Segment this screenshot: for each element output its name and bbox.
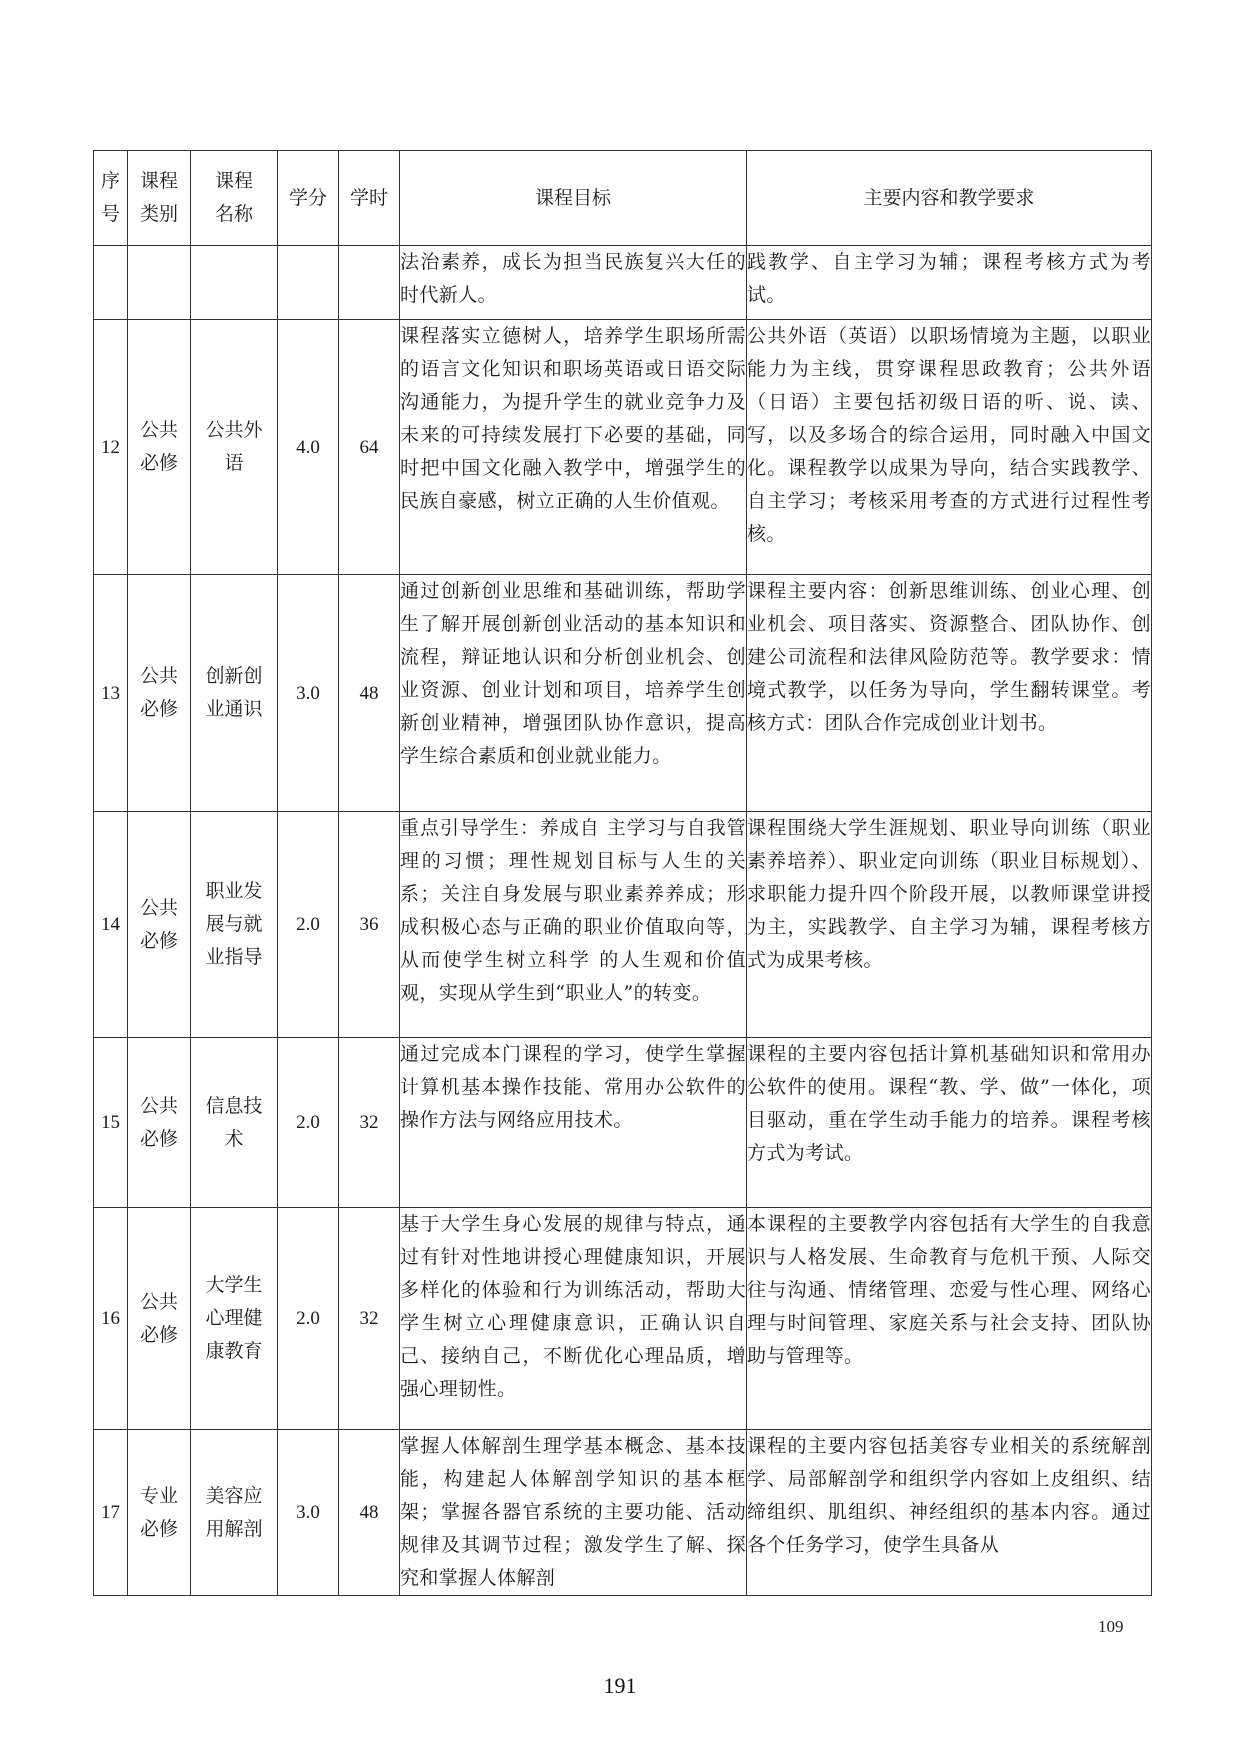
row-index [94,246,128,320]
row-objective: 法治素养，成长为担当民族复兴大任的时代新人。 [400,246,747,320]
table-row [94,246,1152,320]
row-name: 职业发 展与就 业指导 [191,812,278,1038]
header-credit: 学分 [278,151,339,246]
row-index: 14 [94,812,128,1038]
table-row [94,812,1152,1038]
row-hours [339,246,400,320]
row-objective: 重点引导学生：养成自 主学习与自我管理的习惯；理性规划目标与人生的关系；关注自身发展与职业素养养成；形成积极心态与正确的职业价值取向等，从而使学生树立科学 的人生观和价值观，实现从学生到“职业人”的转变。 [400,812,747,1038]
row-hours: 32 [339,1038,400,1208]
row-hours: 48 [339,1430,400,1596]
row-name: 创新创 业通识 [191,575,278,812]
row-index: 12 [94,320,128,575]
header-category: 课程 类别 [128,151,191,246]
row-category [128,246,191,320]
row-content: 课程主要内容：创新思维训练、创业心理、创业机会、项目落实、资源整合、团队协作、创建公司流程和法律风险防范等。教学要求：情境式教学，以任务为导向，学生翻转课堂。考核方式：团队合作完成创业计划书。 [747,575,1152,812]
row-category: 公共 必修 [128,320,191,575]
row-objective: 通过完成本门课程的学习，使学生掌握计算机基本操作技能、常用办公软件的操作方法与网络应用技术。 [400,1038,747,1208]
row-credit: 3.0 [278,575,339,812]
row-content: 课程的主要内容包括计算机基础知识和常用办公软件的使用。课程“教、学、做”一体化，项目驱动，重在学生动手能力的培养。课程考核方式为考试。 [747,1038,1152,1208]
header-index: 序 号 [94,151,128,246]
row-content: 公共外语（英语）以职场情境为主题，以职业能力为主线，贯穿课程思政教育；公共外语（日语）主要包括初级日语的听、说、读、写，以及多场合的综合运用，同时融入中国文化。课程教学以成果为导向，结合实践教学、自主学习；考核采用考查的方式进行过程性考核。 [747,320,1152,575]
row-hours: 48 [339,575,400,812]
course-table [93,150,1152,1596]
row-credit: 2.0 [278,812,339,1038]
table-row [94,1038,1152,1208]
header-objective: 课程目标 [400,151,747,246]
row-content: 课程围绕大学生涯规划、职业导向训练（职业素养培养）、职业定向训练（职业目标规划）、求职能力提升四个阶段开展，以教师课堂讲授为主，实践教学、自主学习为辅，课程考核方式为成果考核。 [747,812,1152,1038]
row-content: 践教学、自主学习为辅；课程考核方式为考试。 [747,246,1152,320]
row-objective: 掌握人体解剖生理学基本概念、基本技能，构建起人体解剖学知识的基本框架；掌握各器官系统的主要功能、活动规律及其调节过程；激发学生了解、探究和掌握人体解剖 [400,1430,747,1596]
table-row [94,1208,1152,1430]
header-content: 主要内容和教学要求 [747,151,1152,246]
row-category: 公共 必修 [128,1208,191,1430]
row-name: 美容应 用解剖 [191,1430,278,1596]
row-objective: 基于大学生身心发展的规律与特点，通过有针对性地讲授心理健康知识，开展多样化的体验和行为训练活动，帮助大学生树立心理健康意识，正确认识自己、接纳自己，不断优化心理品质，增强心理韧性。 [400,1208,747,1430]
page-number-main: 191 [603,1673,637,1698]
row-index: 13 [94,575,128,812]
row-index: 15 [94,1038,128,1208]
row-category: 公共 必修 [128,1038,191,1208]
header-row [94,151,1152,246]
header-hours: 学时 [339,151,400,246]
header-name: 课程 名称 [191,151,278,246]
table-row [94,1430,1152,1596]
page-number-small: 109 [1098,1617,1124,1636]
row-index: 16 [94,1208,128,1430]
row-hours: 32 [339,1208,400,1430]
table-row [94,575,1152,812]
row-content: 本课程的主要教学内容包括有大学生的自我意识与人格发展、生命教育与危机干预、人际交往与沟通、情绪管理、恋爱与性心理、网络心理与时间管理、家庭关系与社会支持、团队协助与管理等。 [747,1208,1152,1430]
row-hours: 64 [339,320,400,575]
row-hours: 36 [339,812,400,1038]
row-credit: 3.0 [278,1430,339,1596]
row-category: 专业 必修 [128,1430,191,1596]
row-name: 大学生 心理健 康教育 [191,1208,278,1430]
row-category: 公共 必修 [128,575,191,812]
row-credit [278,246,339,320]
row-content: 课程的主要内容包括美容专业相关的系统解剖学、局部解剖学和组织学内容如上皮组织、结缔组织、肌组织、神经组织的基本内容。通过各个任务学习，使学生具备从 [747,1430,1152,1596]
row-name: 公共外 语 [191,320,278,575]
row-category: 公共 必修 [128,812,191,1038]
row-name: 信息技 术 [191,1038,278,1208]
row-credit: 2.0 [278,1208,339,1430]
row-index: 17 [94,1430,128,1596]
row-name [191,246,278,320]
row-objective: 通过创新创业思维和基础训练，帮助学生了解开展创新创业活动的基本知识和流程，辩证地认识和分析创业机会、创业资源、创业计划和项目，培养学生创新创业精神，增强团队协作意识，提高学生综合素质和创业就业能力。 [400,575,747,812]
row-objective: 课程落实立德树人，培养学生职场所需的语言文化知识和职场英语或日语交际沟通能力，为提升学生的就业竞争力及未来的可持续发展打下必要的基础，同时把中国文化融入教学中，增强学生的民族自豪感，树立正确的人生价值观。 [400,320,747,575]
row-credit: 2.0 [278,1038,339,1208]
table-row [94,320,1152,575]
row-credit: 4.0 [278,320,339,575]
